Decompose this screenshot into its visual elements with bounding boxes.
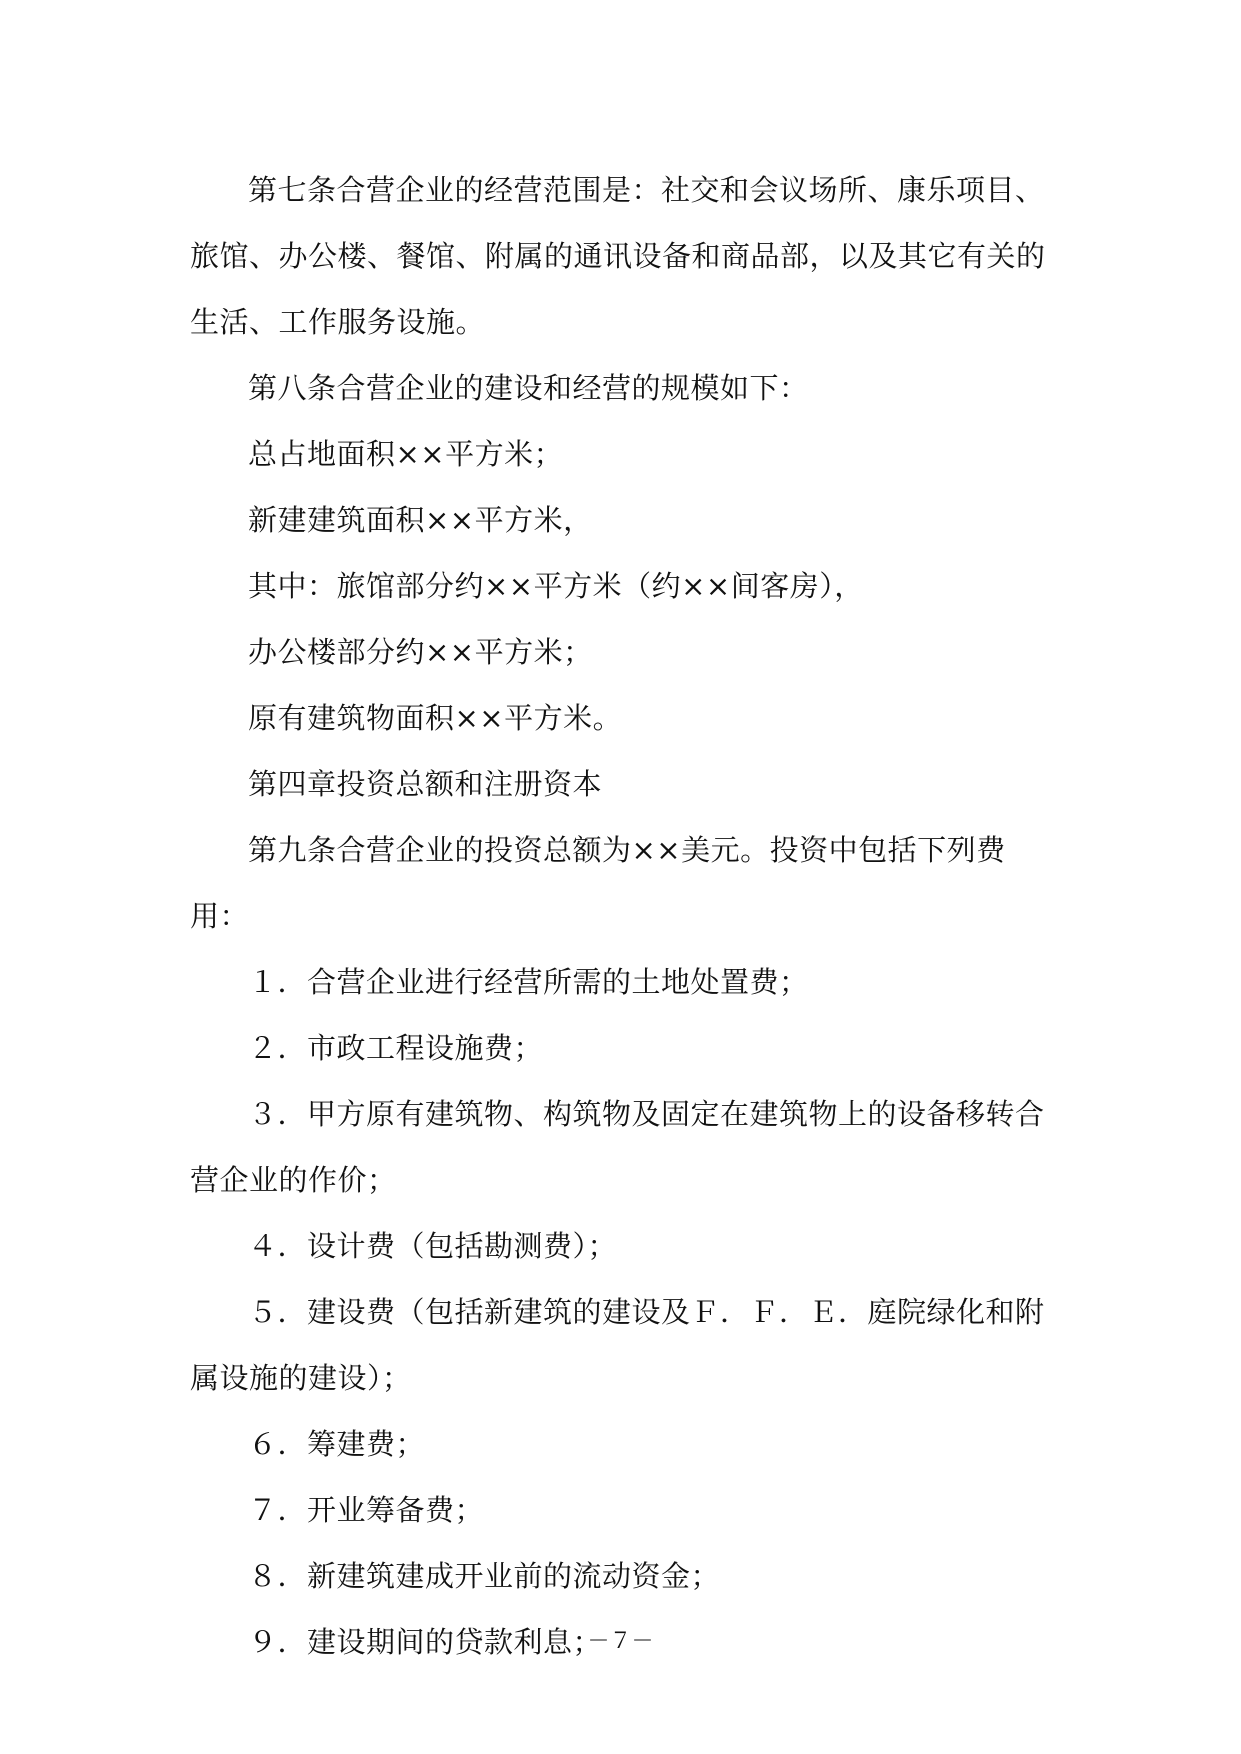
list-item: ４．设计费（包括勘测费）； bbox=[248, 1229, 618, 1263]
list-item: ８．新建筑建成开业前的流动资金； bbox=[248, 1559, 721, 1593]
list-item: ５．建设费（包括新建筑的建设及Ｆ．Ｆ．Ｅ．庭院绿化和附属设施的建设）； bbox=[190, 1295, 1045, 1395]
list-item: １．合营企业进行经营所需的土地处置费； bbox=[248, 965, 809, 999]
paragraph-office-area: 办公楼部分约××平方米； bbox=[248, 635, 593, 669]
list-item: ３．甲方原有建筑物、构筑物及固定在建筑物上的设备移转合营企业的作价； bbox=[190, 1097, 1045, 1197]
list-item: ７．开业筹备费； bbox=[248, 1493, 485, 1527]
chapter-heading: 第四章投资总额和注册资本 bbox=[248, 767, 603, 801]
list-item: ６．筹建费； bbox=[248, 1427, 426, 1461]
list-item: ２．市政工程设施费； bbox=[248, 1031, 544, 1065]
page-number: －７－ bbox=[587, 1629, 654, 1654]
paragraph-article-8: 第八条合营企业的建设和经营的规模如下： bbox=[248, 371, 809, 405]
paragraph-article-9: 第九条合营企业的投资总额为××美元。投资中包括下列费用： bbox=[190, 833, 1006, 933]
body-text bbox=[190, 157, 1062, 1675]
paragraph-article-7: 第七条合营企业的经营范围是：社交和会议场所、康乐项目、旅馆、办公楼、餐馆、附属的通讯设备和商品部，以及其它有关的生活、工作服务设施。 bbox=[190, 173, 1046, 339]
paragraph-hotel-area: 其中：旅馆部分约××平方米（约××间客房）， bbox=[248, 569, 864, 603]
list-item: ９．建设期间的贷款利息； bbox=[248, 1625, 603, 1659]
paragraph-existing-area: 原有建筑物面积××平方米。 bbox=[248, 701, 623, 735]
paragraph-total-area: 总占地面积××平方米； bbox=[248, 437, 564, 471]
paragraph-new-building-area: 新建建筑面积××平方米， bbox=[248, 503, 593, 537]
